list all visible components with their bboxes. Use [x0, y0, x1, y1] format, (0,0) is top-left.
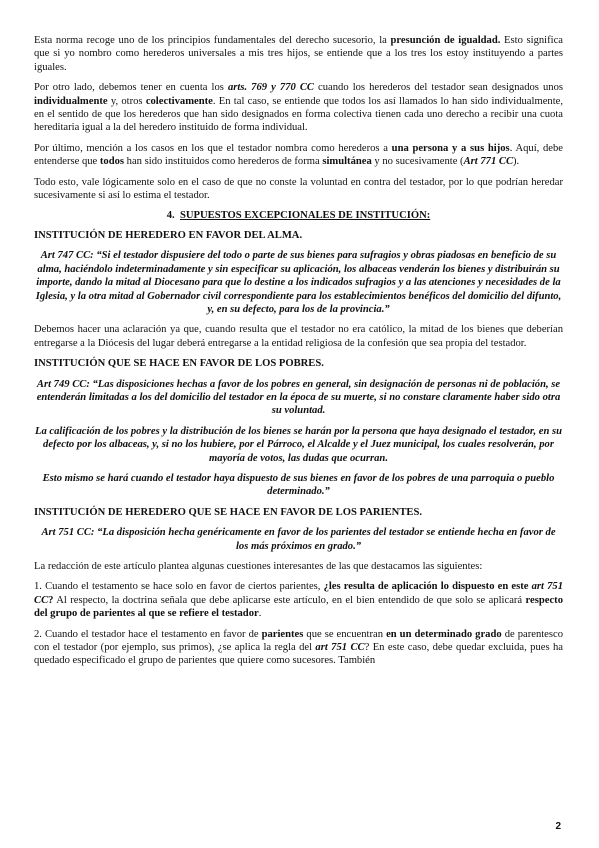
paragraph-arts-769-770: Por otro lado, debemos tener en cuenta los arts. 769 y 770 CC cuando los herederos del testador sean designados unos individualmente y, otros colectivamente. En tal caso, se entiende que todos los así llamados lo han sido individualmente, en el sentido de que los herederos que han sido designados en forma colectiva tienen cada uno derecho a recibir una cuota hereditaria igual a la del heredero instituido de forma individual. — [34, 82, 563, 134]
paragraph-presuncion-igualdad: Esta norma recoge uno de los principios fundamentales del derecho sucesorio, la presunción de igualdad. Esto significa que si yo nombro como herederos universales a mis tres hijos, se entiende que a los tres los estoy instituyendo a partes iguales. — [34, 35, 563, 73]
quote-art-751: Art 751 CC: “La disposición hecha genéricamente en favor de los parientes del testador se entiende hecha en favor de los más próximos en grado.” — [41, 527, 556, 552]
paragraph-cuestiones: La redacción de este artículo plantea algunas cuestiones interesantes de las que destacamos las siguientes: — [34, 561, 483, 572]
paragraph-voluntad-testador: Todo esto, vale lógicamente solo en el caso de que no conste la voluntad en contra del testador, por lo que podrían heredar sucesivamente si así lo estima el testador. — [34, 176, 563, 202]
paragraph-persona-e-hijos: Por último, mención a los casos en los que el testador nombra como herederos a una persona y a sus hijos. Aquí, debe entenderse que todos han sido instituidos como herederos de forma simultánea y no sucesivamente (Art 771 CC). — [34, 142, 563, 168]
paragraph-cuestion-2: 2. Cuando el testador hace el testamento en favor de parientes que se encuentran en un determinado grado de parentesco con el testador (por ejemplo, sus primos), ¿se aplica la regla del art 751 CC? En este caso, debe quedar excluida, pues ha quedado especificado el grupo de parientes que quiere como sucesores. También — [34, 628, 564, 667]
quote-art-749-part2: La calificación de los pobres y la distribución de los bienes se harán por la persona que haya designado el testador, en su defecto por los albaceas, y, si no los hubiere, por el Párroco, el Alcalde y el Juez municipal, los cuales resolverán, por mayoría de votos, las dudas que ocurran. — [34, 425, 563, 464]
quote-art-749-part1: Art 749 CC: “Las disposiciones hechas a favor de los pobres en general, sin designación de personas ni de población, se entenderán limitadas a los del domicilio del testador en la época de su muerte, si no constare claramente haber sido otra su voluntad. — [36, 378, 561, 417]
quote-art-747: Art 747 CC: “Si el testador dispusiere del todo o parte de sus bienes para sufragios y obras piadosas en beneficio de su alma, haciéndolo indeterminadamente y sin especificar su aplicación, los albaceas venderán los bienes y distribuirán su importe, dando la mitad al Diocesano para que lo destine a los indicados sufragios y a las atenciones y necesidades de la Iglesia, y la otra mitad al Gobernador civil correspondiente para los establecimientos benéficos del domicilio del difunto, y, en su defecto, para los de la provincia.” — [35, 250, 562, 315]
heading-favor-pobres: INSTITUCIÓN QUE SE HACE EN FAVOR DE LOS POBRES. — [34, 358, 324, 370]
heading-favor-parientes: INSTITUCIÓN DE HEREDERO QUE SE HACE EN FAVOR DE LOS PARIENTES. — [34, 506, 423, 518]
page-number: 2 — [555, 821, 561, 832]
quote-art-749-part3: Esto mismo se hará cuando el testador haya dispuesto de sus bienes en favor de los pobres de una parroquia o pueblo determinado.” — [42, 472, 555, 498]
heading-favor-alma: INSTITUCIÓN DE HEREDERO EN FAVOR DEL ALMA. — [34, 229, 303, 241]
paragraph-aclaracion-catolico: Debemos hacer una aclaración ya que, cuando resulta que el testador no era católico, la mitad de los bienes que deberían entregarse a la Diócesis del lugar deberá entregarse a la entidad religiosa de la confesión que sea propia del testador. — [34, 324, 563, 349]
section-title: 4. SUPUESTOS EXCEPCIONALES DE INSTITUCIÓN: — [166, 210, 431, 222]
paragraph-cuestion-1: 1. Cuando el testamento se hace solo en favor de ciertos parientes, ¿les resulta de aplicación lo dispuesto en este art 751 CC? Al respecto, la doctrina señala que debe aplicarse este artículo, en el bien entendido de que solo se aplicará respecto del grupo de parientes al que se refiere el testador. — [34, 581, 563, 620]
